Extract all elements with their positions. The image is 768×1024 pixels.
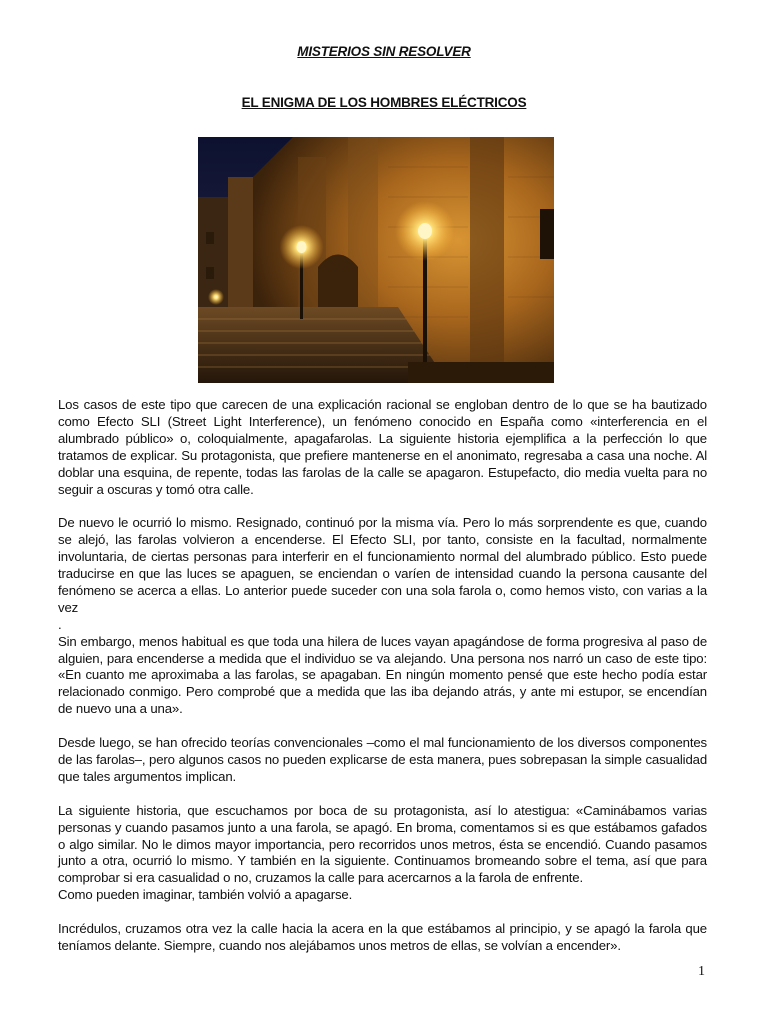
article-body: [58, 397, 707, 955]
paragraph-3: Sin embargo, menos habitual es que toda una hilera de luces vayan apagándose de forma progresiva al paso de alguien, para encenderse a medida que el individuo se va alejando. Una persona nos narró un caso de este tipo: «En cuanto me aproximaba a las farolas, se apagaban. En ningún momento pensé que este hecho podía estar relacionado conmigo. Pero comprobé que a medida que las iba dejando atrás, y ante mi estupor, se encendían de nuevo una a una».: [58, 633, 707, 717]
paragraph-7: Incrédulos, cruzamos otra vez la calle hacia la acera en la que estábamos al principio, y se apagó la farola que teníamos delante. Siempre, cuando nos alejábamos unos metros de ellas, se volvían a encender».: [58, 921, 707, 953]
section-title: MISTERIOS SIN RESOLVER: [297, 44, 471, 59]
stray-dot: .: [58, 616, 62, 632]
page-number: 1: [698, 964, 705, 979]
street-lamps-photo: [198, 137, 554, 383]
paragraph-4: Desde luego, se han ofrecido teorías convencionales –como el mal funcionamiento de los diversos componentes de las farolas–, pero algunos casos no pueden explicarse de esta manera, pues sobrepasan la simple casualidad que tales argumentos implican.: [58, 735, 707, 784]
paragraph-5: La siguiente historia, que escuchamos por boca de su protagonista, así lo atestigua: «Caminábamos varias personas y cuando pasamos junto a una farola, se apagó. En broma, comentamos si es que estábamos gafados o algo similar. No le dimos mayor importancia, pero recorridos unos metros, ésta se encendió. Cuando pasamos junto a otra, ocurrió lo mismo. Y también en la siguiente. Continuamos bromeando sobre el tema, así que para comprobar si era casualidad o no, cruzamos la calle para acercarnos a la farola de enfrente.: [58, 802, 707, 886]
article-title: EL ENIGMA DE LOS HOMBRES ELÉCTRICOS: [241, 95, 527, 110]
paragraph-2: De nuevo le ocurrió lo mismo. Resignado, continuó por la misma vía. Pero lo más sorprendente es que, cuando se alejó, las farolas volvieron a encenderse. El Efecto SLI, por tanto, consiste en la facultad, normalmente involuntaria, de ciertas personas para interferir en el funcionamiento normal del alumbrado público. Esto puede traducirse en que las luces se apaguen, se enciendan o varíen de intensidad cuando la persona causante del fenómeno se acerca a ellas. Lo anterior puede suceder con una sola farola o, como hemos visto, con varias a la vez: [58, 515, 707, 615]
paragraph-1: Los casos de este tipo que carecen de una explicación racional se engloban dentro de lo que se ha bautizado como Efecto SLI (Street Light Interference), un fenómeno conocido en España como «interferencia en el alumbrado público» o, coloquialmente, apagafarolas. La siguiente historia ejemplifica a la perfección lo que tratamos de explicar. Su protagonista, que prefiere mantenerse en el anonimato, regresaba a casa una noche. Al doblar una esquina, de repente, todas las farolas de la calle se apagaron. Estupefacto, dio media vuelta para no seguir a oscuras y tomó otra calle.: [58, 397, 707, 497]
paragraph-6: Como pueden imaginar, también volvió a apagarse.: [58, 887, 353, 903]
